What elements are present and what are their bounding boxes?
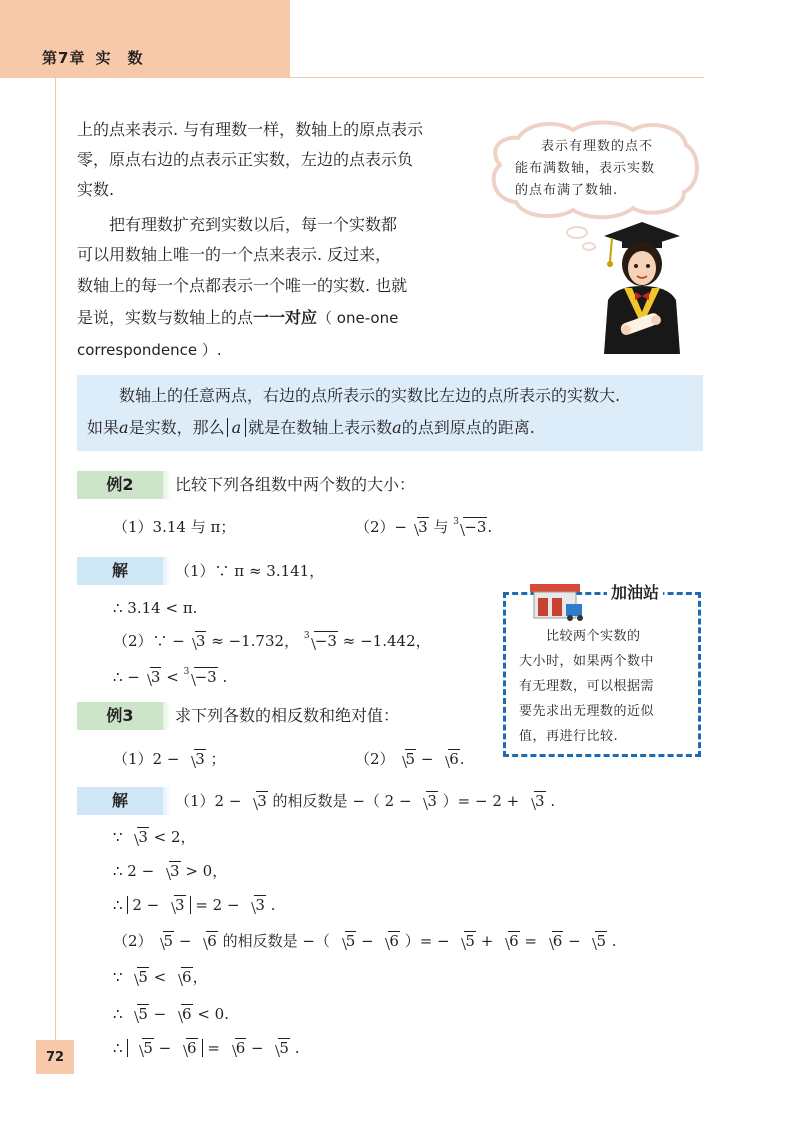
sqrt — [171, 966, 193, 988]
graduate-girl-illustration — [594, 222, 684, 354]
solution-3-tag: 解 — [77, 787, 163, 815]
math-text: ≈ −1.732， — [211, 632, 300, 650]
solution-3-line-3 — [113, 860, 227, 882]
math-text: < — [166, 668, 179, 686]
sqrt — [585, 930, 607, 952]
sqrt — [225, 1037, 247, 1059]
key-term: 一一对应 — [253, 308, 318, 327]
tip-title: 加油站 — [607, 580, 663, 603]
tip-line: 比较两个实数的 — [519, 629, 641, 644]
math-text: （1）2 − — [113, 750, 180, 768]
thought-line: 表示有理数的点不 — [541, 139, 654, 154]
math-text: ∴ — [113, 896, 123, 914]
math-text: 2 − — [132, 896, 160, 914]
math-text: . — [270, 896, 276, 914]
absolute-value — [127, 1039, 202, 1057]
math-text: ）= − 2 + — [442, 792, 520, 810]
example-3-tag: 例3 — [77, 702, 163, 730]
sqrt — [395, 748, 417, 770]
sqrt — [438, 748, 460, 770]
sqrt — [244, 894, 266, 916]
key-text: 就是在数轴上表示数 — [248, 418, 393, 437]
radicand: 5 — [279, 1039, 289, 1057]
math-text: < 2， — [153, 828, 196, 846]
radicand: 3 — [427, 792, 437, 810]
math-text: ∵ — [113, 968, 123, 986]
english-term: （ one-one — [317, 309, 399, 327]
key-line-1: 数轴上的任意两点，右边的点所表示的实数比左边的点所表示的实数大. — [87, 386, 621, 405]
radicand: 6 — [182, 1005, 192, 1023]
root-index: 3 — [453, 517, 459, 527]
chapter-number: 第7章 — [42, 49, 86, 67]
math-text: ； — [210, 750, 226, 768]
sqrt — [153, 930, 175, 952]
tag-fade — [163, 702, 171, 730]
key-idea-box — [77, 375, 703, 451]
math-text: − — [361, 932, 374, 950]
math-text: . — [487, 518, 493, 536]
tip-line: 有无理数，可以根据需 — [519, 679, 655, 694]
radicand: 3 — [150, 668, 161, 686]
sqrt — [164, 894, 186, 916]
solution-3-line-5 — [113, 930, 617, 952]
sqrt — [127, 826, 149, 848]
math-text: ∴ − — [113, 668, 140, 686]
radicand: 6 — [509, 932, 519, 950]
sqrt — [127, 966, 149, 988]
intro-line-2: 零，原点右边的点表示正实数，左边的点表示负 — [77, 150, 414, 169]
sqrt — [498, 930, 520, 952]
example-2-prompt: 比较下列各组数中两个数的大小： — [175, 475, 416, 494]
tip-line: 大小时，如果两个数中 — [519, 654, 655, 669]
radicand: 6 — [552, 932, 563, 950]
page-number: 72 — [45, 1050, 65, 1065]
thought-line: 能布满数轴，表示实数 — [515, 161, 656, 176]
sqrt — [454, 930, 476, 952]
radicand: 5 — [405, 750, 416, 768]
math-text: − — [420, 750, 434, 768]
solution-2-line-3 — [113, 630, 431, 652]
sqrt — [159, 860, 181, 882]
math-text: 的相反数是 −（ — [222, 932, 330, 950]
math-text: − — [178, 932, 192, 950]
radicand: 3 — [255, 896, 265, 914]
math-text: . — [550, 792, 556, 810]
math-text: （2） — [355, 750, 395, 768]
radicand: −3 — [464, 518, 487, 536]
key-text: 如果 — [87, 418, 120, 437]
solution-3-line-2 — [113, 826, 196, 848]
sqrt — [416, 790, 438, 812]
solution-2-line-2: ∴ 3.14 < π. — [113, 599, 198, 617]
radicand: 5 — [465, 932, 475, 950]
sqrt — [176, 1037, 198, 1059]
example-3-prompt: 求下列各数的相反数和绝对值： — [175, 706, 400, 725]
key-text: 的点到原点的距离. — [401, 418, 535, 437]
radicand: 3 — [535, 792, 545, 810]
radicand: 3 — [138, 828, 148, 846]
intro-text: 是说，实数与数轴上的点 — [77, 308, 254, 327]
math-text: > 0， — [185, 862, 228, 880]
page-number-box — [36, 1040, 74, 1074]
gas-station-icon — [522, 574, 602, 622]
cube-root — [184, 666, 218, 688]
solution-2-tag: 解 — [77, 557, 163, 585]
sqrt — [407, 516, 429, 538]
math-text: ∴ 2 − — [113, 862, 155, 880]
radicand: 6 — [207, 932, 217, 950]
example-2-item-2 — [355, 516, 492, 538]
root-index: 3 — [183, 667, 190, 677]
math-text: （2）∵ − — [113, 632, 185, 650]
radicand: 3 — [169, 862, 180, 880]
key-text: 是实数，那么 — [128, 418, 225, 437]
thought-line: 的点布满了数轴. — [515, 183, 619, 198]
intro-line-8: correspondence ）. — [77, 341, 222, 359]
math-text: ∴ — [113, 1005, 123, 1023]
math-text: . — [611, 932, 617, 950]
math-text: − — [153, 1005, 167, 1023]
intro-line-1: 上的点来表示. 与有理数一样，数轴上的原点表示 — [77, 120, 424, 139]
math-text: + — [480, 932, 494, 950]
margin-rule — [55, 78, 56, 1048]
intro-line-3: 实数. — [77, 180, 115, 199]
radicand: 3 — [175, 896, 185, 914]
variable-a: a — [119, 418, 129, 437]
math-text: . — [222, 668, 228, 686]
math-text: − — [568, 932, 581, 950]
radicand: 6 — [182, 968, 192, 986]
sqrt — [268, 1037, 290, 1059]
intro-line-4: 把有理数扩充到实数以后，每一个实数都 — [77, 215, 398, 234]
radicand: 5 — [138, 968, 148, 986]
math-text: ∵ — [113, 828, 123, 846]
sqrt — [542, 930, 564, 952]
intro-line-5: 可以用数轴上唯一的一个点来表示. 反过来， — [77, 245, 392, 264]
math-text: ≈ −1.442， — [342, 632, 431, 650]
tag-fade — [163, 471, 171, 499]
absolute-value — [127, 896, 190, 914]
tip-line: 值，再进行比较. — [519, 729, 619, 744]
radicand: 5 — [596, 932, 606, 950]
math-text: = 2 − — [195, 896, 240, 914]
math-text: = — [207, 1039, 220, 1057]
sqrt — [171, 1003, 193, 1025]
radicand: 3 — [195, 632, 206, 650]
sqrt — [378, 930, 400, 952]
sqrt — [185, 630, 207, 652]
intro-line-6: 数轴上的每一个点都表示一个唯一的实数. 也就 — [77, 276, 408, 295]
radicand: −3 — [314, 632, 337, 650]
cube-root — [453, 516, 487, 538]
math-text: . — [294, 1039, 300, 1057]
solution-2-line-1: （1）∵ π ≈ 3.141， — [175, 562, 325, 580]
intro-line-7 — [77, 303, 398, 333]
solution-3-line-6 — [113, 966, 208, 988]
math-text: ， — [192, 968, 208, 986]
solution-3-line-8 — [113, 1037, 300, 1059]
sqrt — [524, 790, 546, 812]
math-text: . — [459, 750, 465, 768]
radicand: 5 — [143, 1039, 153, 1057]
sqrt — [246, 790, 268, 812]
math-text: （2）− — [355, 518, 408, 536]
key-line-2 — [87, 413, 535, 443]
radicand: 3 — [418, 518, 428, 536]
radicand: 5 — [163, 932, 174, 950]
radicand: 6 — [389, 932, 399, 950]
math-text: （1）2 − — [175, 792, 242, 810]
tag-fade — [163, 557, 171, 585]
sqrt — [335, 930, 357, 952]
radicand: 6 — [449, 750, 459, 768]
tip-text — [519, 624, 689, 749]
cube-root — [304, 630, 338, 652]
radicand: 6 — [187, 1039, 197, 1057]
variable-a: a — [392, 418, 402, 437]
thought-text — [515, 136, 687, 202]
math-text: ∴ — [113, 1039, 123, 1057]
sqrt — [140, 666, 162, 688]
abs-a: a — [227, 418, 247, 437]
radicand: 5 — [345, 932, 356, 950]
sqrt — [132, 1037, 154, 1059]
example-2-tag: 例2 — [77, 471, 163, 499]
radicand: −3 — [194, 668, 217, 686]
tip-line: 要先求出无理数的近似 — [519, 704, 655, 719]
radicand: 3 — [195, 750, 205, 768]
sqrt — [184, 748, 206, 770]
solution-3-line-4 — [113, 894, 275, 916]
math-text: 的相反数是 −（ 2 − — [272, 792, 412, 810]
example-2-item-1: （1）3.14 与 π； — [113, 518, 236, 536]
thought-bubble-dot — [566, 226, 588, 239]
math-text: 与 — [433, 518, 449, 536]
header-rule — [290, 77, 704, 78]
math-text: = — [524, 932, 537, 950]
tag-fade — [163, 787, 171, 815]
math-text: < — [153, 968, 167, 986]
solution-3-line-7 — [113, 1003, 229, 1025]
example-3-item-2 — [355, 748, 465, 770]
radicand: 6 — [235, 1039, 246, 1057]
solution-2-line-4 — [113, 666, 227, 688]
sqrt — [127, 1003, 149, 1025]
chapter-title — [42, 47, 143, 68]
solution-3-line-1 — [175, 790, 555, 812]
math-text: − — [158, 1039, 172, 1057]
chapter-name: 实 数 — [95, 49, 144, 67]
math-text: ）= − — [404, 932, 450, 950]
math-text: − — [251, 1039, 264, 1057]
math-text: （2） — [113, 932, 153, 950]
math-text: < 0. — [197, 1005, 229, 1023]
radicand: 5 — [138, 1005, 148, 1023]
sqrt — [196, 930, 218, 952]
example-3-item-1 — [113, 748, 226, 770]
radicand: 3 — [257, 792, 267, 810]
root-index: 3 — [303, 631, 310, 641]
